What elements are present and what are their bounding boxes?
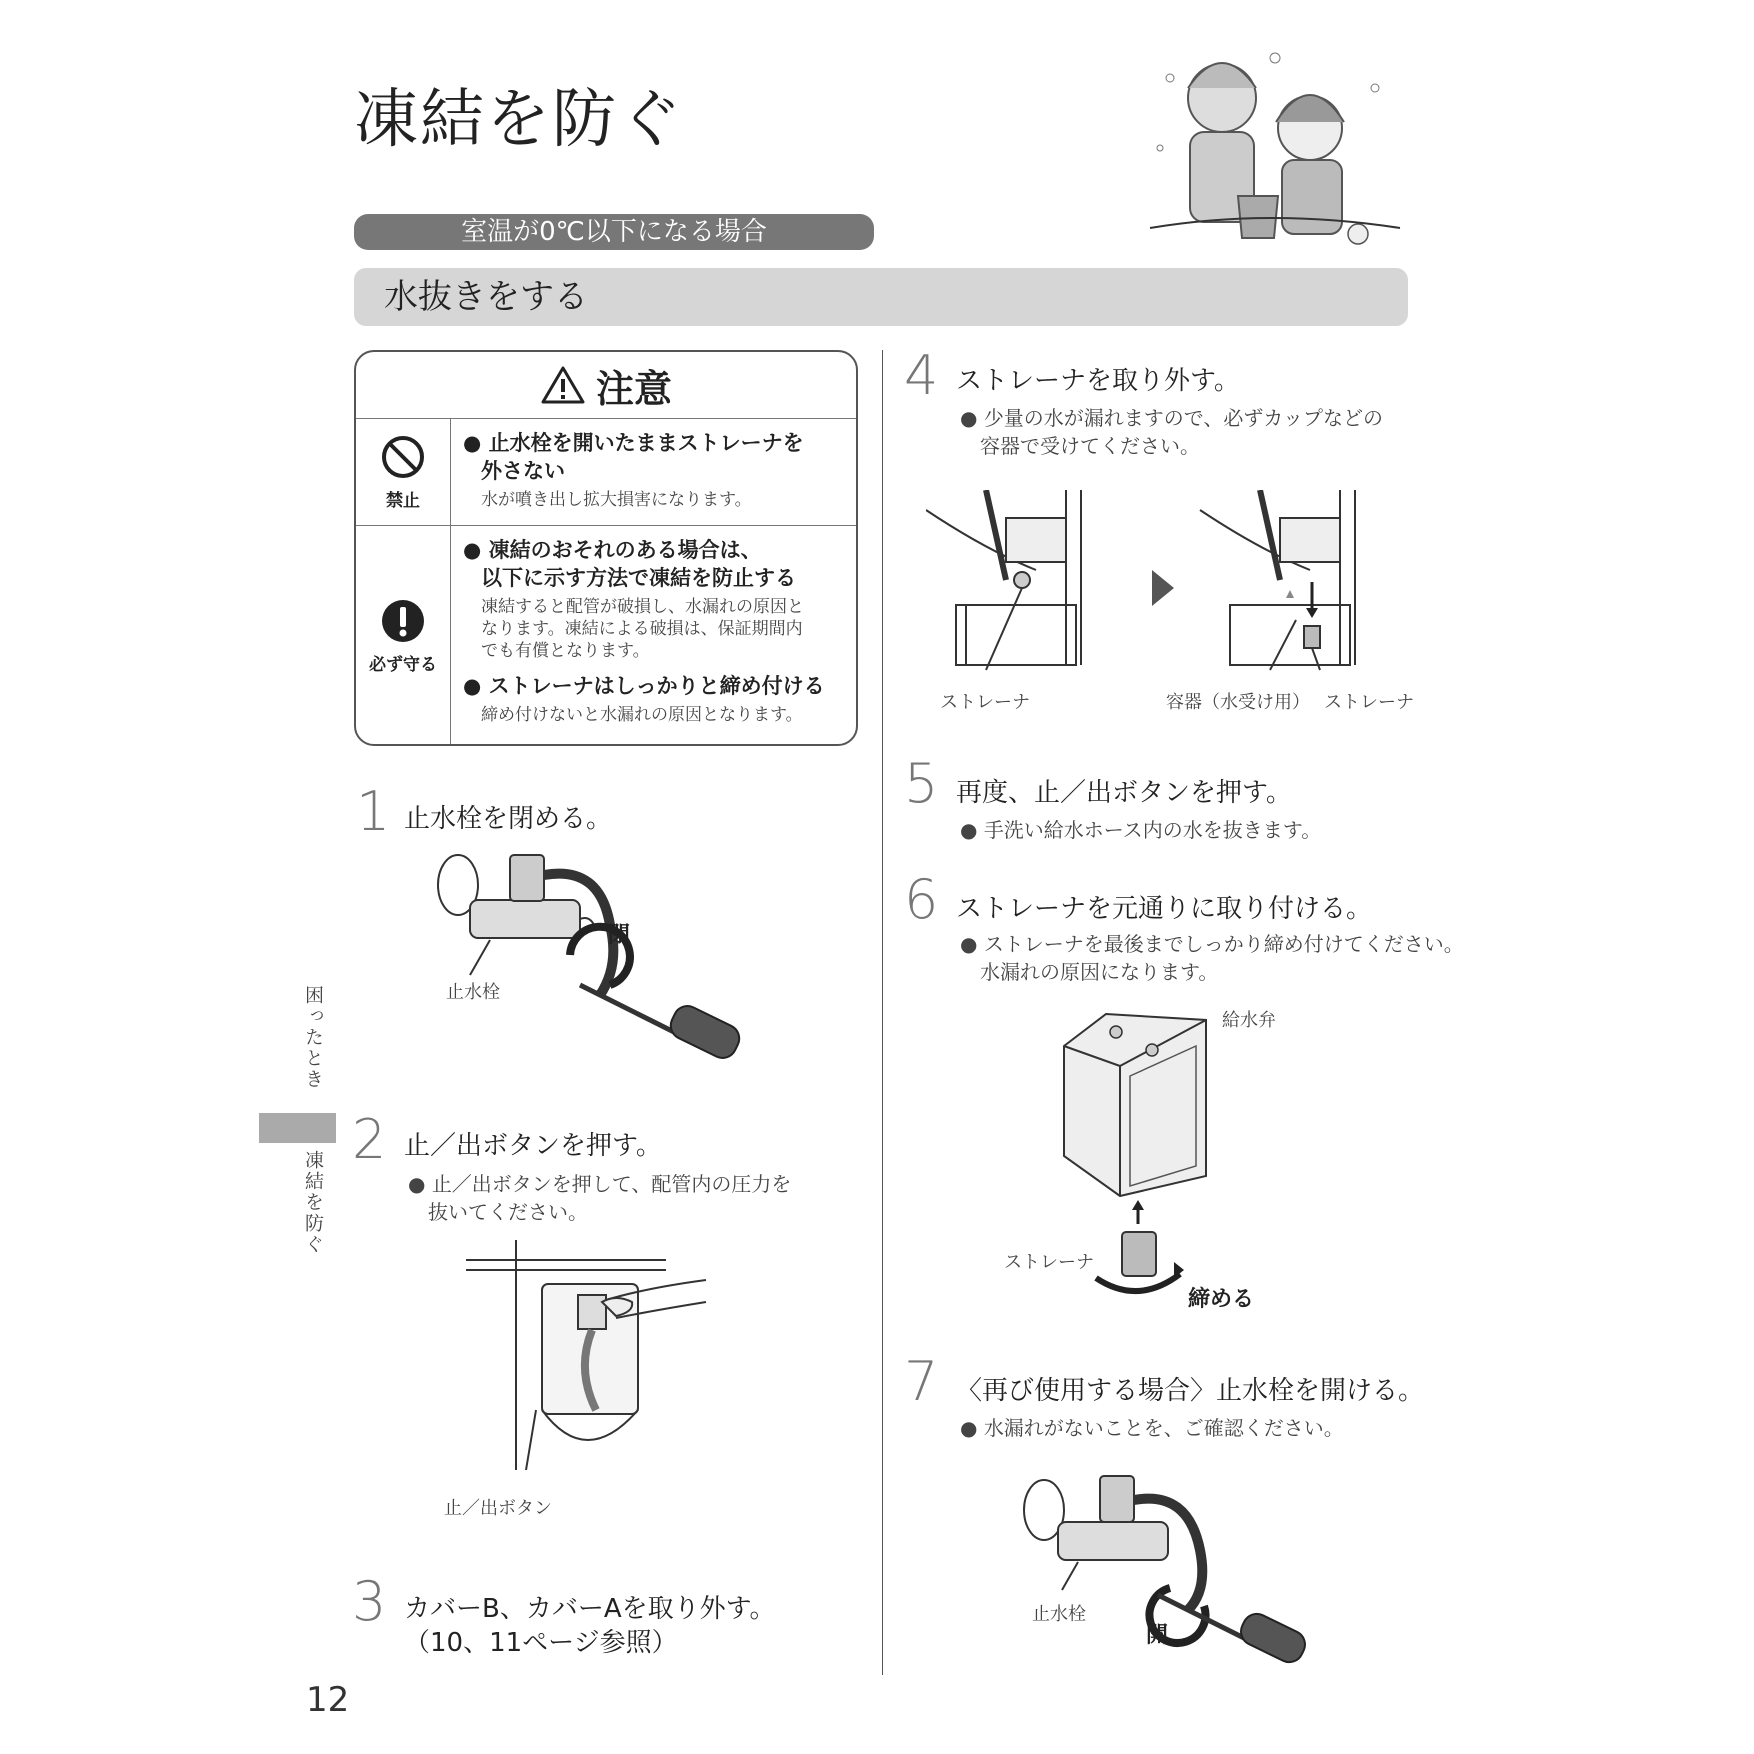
caution-note: 凍結すると配管が破損し、水漏れの原因と: [481, 597, 804, 617]
step-title: ストレーナを取り外す。: [956, 366, 1240, 396]
caution-note: 水が噴き出し拡大損害になります。: [481, 490, 752, 510]
column-divider: [882, 350, 883, 1675]
prohibit-icon: [380, 434, 426, 480]
step-note-cont: 抜いてください。: [428, 1200, 588, 1224]
valve-close-illustration: [430, 845, 750, 1075]
step-note-cont: 容器で受けてください。: [980, 434, 1200, 458]
strainer-label: ストレーナ: [1004, 1252, 1094, 1273]
step-number: 7: [904, 1350, 939, 1413]
page-title: 凍結を防ぐ: [354, 83, 684, 157]
tighten-label: 締める: [1188, 1287, 1255, 1312]
step-note: ● ストレーナを最後までしっかり締め付けてください。: [960, 932, 1464, 956]
step-note: ● 水漏れがないことを、ご確認ください。: [960, 1416, 1344, 1440]
step-note: ● 少量の水が漏れますので、必ずカップなどの: [960, 406, 1384, 430]
step-note: ● 手洗い給水ホース内の水を抜きます。: [960, 818, 1322, 842]
caution-note: でも有償となります。: [481, 641, 650, 661]
section-heading: 水抜きをする: [354, 268, 1408, 326]
caution-row-must: 必ず守る ● 凍結のおそれのある場合は、 以下に示す方法で凍結を防止する 凍結すると配管が破損し、水漏れの原因と なります。凍結による破損は、保証期間内 でも有償となります。 ● ストレーナはしっかりと締め付ける 締め付けないと水漏れの原因となります。: [356, 526, 856, 746]
step-title: 〈再び使用する場合〉止水栓を開ける。: [956, 1376, 1425, 1406]
step-subtitle: （10、11ページ参照）: [404, 1628, 678, 1658]
step-number: 4: [904, 344, 939, 407]
winter-children-illustration: [1130, 28, 1410, 260]
step-note: ● 止／出ボタンを押して、配管内の圧力を: [408, 1172, 792, 1196]
step-number: 6: [904, 868, 939, 931]
step-number: 3: [352, 1570, 387, 1633]
caution-note: 締め付けないと水漏れの原因となります。: [481, 705, 803, 725]
strainer-label-left: ストレーナ: [940, 692, 1030, 713]
stop-button-illustration: [466, 1240, 716, 1480]
step-title: 再度、止／出ボタンを押す。: [956, 778, 1292, 808]
caution-bullet: 止水栓を開いたままストレーナを: [488, 431, 804, 455]
button-label: 止／出ボタン: [444, 1498, 552, 1519]
caution-row-prohibit: 禁止 ● 止水栓を開いたままストレーナを 外さない 水が噴き出し拡大損害になります。: [356, 419, 856, 526]
caution-bullet: 凍結のおそれのある場合は、: [488, 538, 762, 562]
side-tab-marker: [259, 1113, 336, 1143]
caution-title: 注意: [595, 366, 672, 411]
caution-note: なります。凍結による破損は、保証期間内: [481, 619, 803, 639]
condition-banner: 室温が0℃以下になる場合: [354, 214, 874, 250]
page-number: 12: [306, 1680, 350, 1720]
step-number: 5: [904, 752, 939, 815]
exclamation-icon: [380, 598, 426, 644]
open-label: 開: [1146, 1623, 1169, 1648]
must-label: 必ず守る: [369, 654, 437, 675]
close-label: 閉: [608, 923, 631, 948]
caution-heading: [356, 352, 856, 419]
step-title: ストレーナを元通りに取り付ける。: [956, 894, 1373, 924]
step-number: 2: [352, 1108, 387, 1171]
side-tab-current: 凍結を防ぐ: [302, 1150, 324, 1255]
step-title: 止水栓を閉める。: [404, 804, 613, 834]
container-label: 容器（水受け用）: [1166, 692, 1310, 713]
valve-box-label: 給水弁: [1222, 1010, 1276, 1031]
valve-label: 止水栓: [446, 982, 500, 1003]
strainer-removal-illustration: [926, 490, 1410, 675]
caution-bullet-cont: 以下に示す方法で凍結を防止する: [481, 566, 796, 590]
step-note-cont: 水漏れの原因になります。: [980, 960, 1219, 984]
step-title: カバーB、カバーAを取り外す。: [404, 1594, 776, 1624]
warning-icon: [540, 365, 586, 405]
caution-bullet-cont: 外さない: [481, 459, 565, 483]
caution-bullet: ストレーナはしっかりと締め付ける: [488, 674, 825, 698]
step-number: 1: [356, 780, 391, 843]
strainer-label-right: ストレーナ: [1324, 692, 1414, 713]
valve-label: 止水栓: [1032, 1604, 1086, 1625]
step-title: 止／出ボタンを押す。: [404, 1131, 662, 1161]
caution-box: [354, 350, 858, 746]
prohibit-label: 禁止: [386, 490, 420, 511]
side-tab-troubleshoot: 困ったとき: [302, 985, 324, 1090]
